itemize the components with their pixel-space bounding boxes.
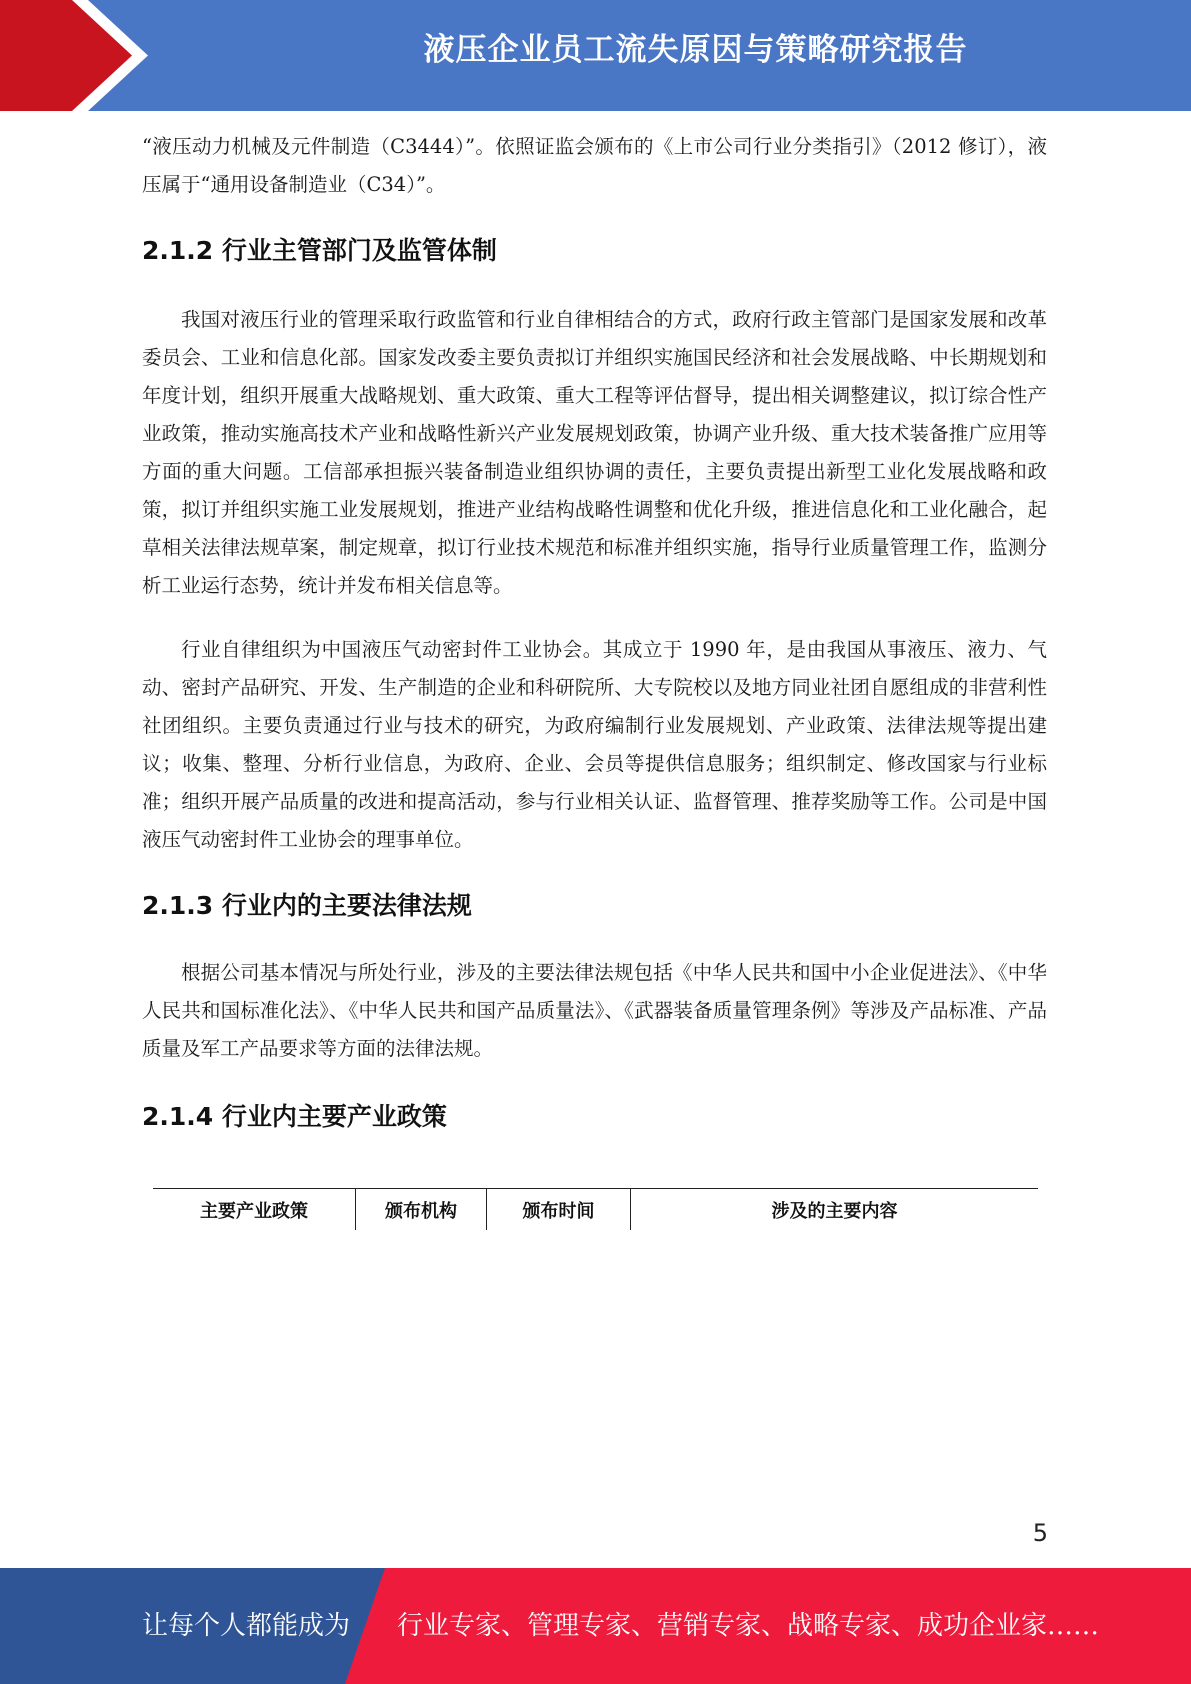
regulation-paragraph-2: 行业自律组织为中国液压气动密封件工业协会。其成立于 1990 年，是由我国从事液压、液力、气动、密封产品研究、开发、生产制造的企业和科研院所、大专院校以及地方同业社团自愿组成的非营利性社团组织。主要负责通过行业与技术的研究，为政府编制行业发展规划、产业政策、法律法规等提出建议；收集、整理、分析行业信息，为政府、企业、会员等提供信息服务；组织制定、修改国家与行业标准；组织开展产品质量的改进和提高活动，参与行业相关认证、监督管理、推荐奖励等工作。公司是中国液压气动密封件工业协会的理事单位。: [142, 638, 1047, 851]
report-title: 液压企业员工流失原因与策略研究报告: [423, 32, 968, 68]
section-heading-2-1-3: 2.1.3 行业内的主要法律法规: [142, 891, 472, 920]
table-header-cell: 颁布机构: [356, 1189, 487, 1231]
page-footer: [0, 1568, 1191, 1684]
regulation-paragraph-1: 我国对液压行业的管理采取行政监管和行业自律相结合的方式，政府行政主管部门是国家发展和改革委员会、工业和信息化部。国家发改委主要负责拟订并组织实施国民经济和社会发展战略、中长期规划和年度计划，组织开展重大战略规划、重大政策、重大工程等评估督导，提出相关调整建议，拟订综合性产业政策，推动实施高技术产业和战略性新兴产业发展规划政策，协调产业升级、重大技术装备推广应用等方面的重大问题。工信部承担振兴装备制造业组织协调的责任，主要负责提出新型工业化发展战略和政策，拟订并组织实施工业发展规划，推进产业结构战略性调整和优化升级，推进信息化和工业化融合，起草相关法律法规草案，制定规章，拟订行业技术规范和标准并组织实施，指导行业质量管理工作，监测分析工业运行态势，统计并发布相关信息等。: [142, 308, 1047, 597]
laws-paragraph: 根据公司基本情况与所处行业，涉及的主要法律法规包括《中华人民共和国中小企业促进法》、《中华人民共和国标准化法》、《中华人民共和国产品质量法》、《武器装备质量管理条例》等涉及产品标准、产品质量及军工产品要求等方面的法律法规。: [142, 961, 1047, 1060]
section-heading-2-1-2: 2.1.2 行业主管部门及监管体制: [142, 236, 497, 265]
table-header-cell: 主要产业政策: [153, 1189, 356, 1231]
footer-slogan-left: 让每个人都能成为: [142, 1611, 351, 1641]
page-header: [0, 0, 1191, 111]
intro-paragraph: “液压动力机械及元件制造（C3444）”。依照证监会颁布的《上市公司行业分类指引》（2012 修订），液压属于“通用设备制造业（C34）”。: [142, 135, 1047, 196]
footer-slogan-right: 行业专家、管理专家、营销专家、战略专家、成功企业家……: [397, 1611, 1100, 1641]
table-header-cell: 涉及的主要内容: [631, 1189, 1039, 1231]
section-heading-2-1-4: 2.1.4 行业内主要产业政策: [142, 1102, 447, 1131]
page-number: 5: [1032, 1519, 1048, 1547]
table-header-row: [153, 1189, 1038, 1231]
industry-policy-table: [153, 1188, 1038, 1230]
table-header-cell: 颁布时间: [487, 1189, 631, 1231]
page-content: [142, 128, 1047, 1137]
